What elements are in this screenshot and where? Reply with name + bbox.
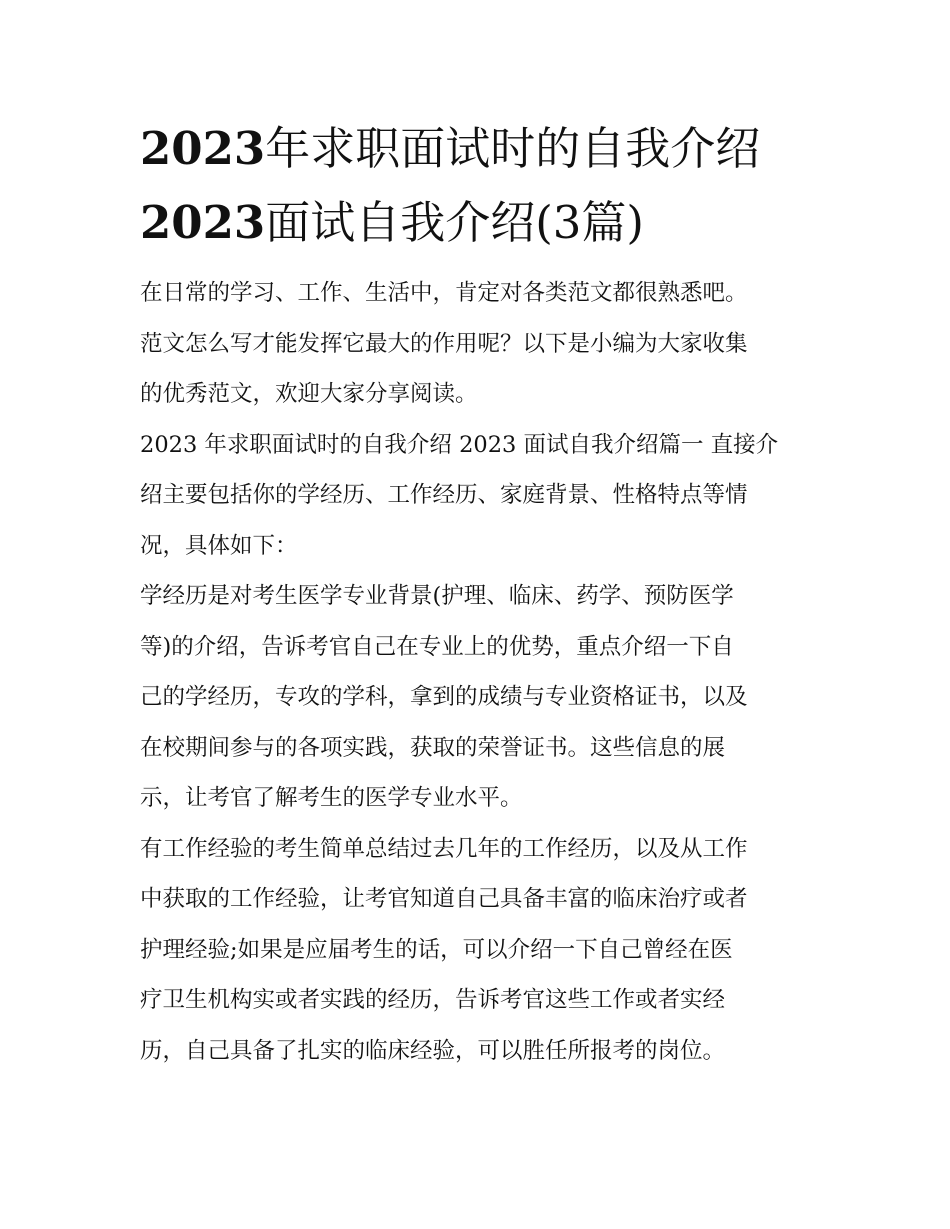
paragraph-part-one	[140, 420, 812, 572]
text-line: 历，自己具备了扎实的临床经验，可以胜任所报考的岗位。	[140, 1037, 726, 1064]
text-line: 在校期间参与的各项实践，获取的荣誉证书。这些信息的展	[140, 734, 726, 761]
title-text: 年求职面试时的自我介绍	[265, 122, 761, 175]
paragraph-education	[140, 571, 812, 824]
text-line: 况，具体如下：	[140, 532, 298, 559]
title-line-2	[140, 186, 812, 260]
text-line: 在日常的学习、工作、生活中，肯定对各类范文都很熟悉吧。	[140, 280, 748, 306]
text-line: 2023 年求职面试时的自我介绍 2023 面试自我介绍篇一 直接介	[140, 431, 779, 458]
title-year: 2023	[140, 122, 266, 175]
text-line: 有工作经验的考生简单总结过去几年的工作经历，以及从工作	[140, 835, 748, 862]
text-line: 等)的介绍，告诉考官自己在专业上的优势，重点介绍一下自	[140, 633, 734, 660]
text-line: 己的学经历，专攻的学科，拿到的成绩与专业资格证书，以及	[140, 684, 748, 710]
text-line: 绍主要包括你的学经历、工作经历、家庭背景、性格特点等情	[140, 482, 748, 508]
document-page	[140, 112, 812, 1076]
document-title	[140, 112, 812, 260]
text-line: 范文怎么写才能发挥它最大的作用呢？以下是小编为大家收集	[140, 330, 748, 357]
text-line: 护理经验;如果是应届考生的话，可以介绍一下自己曾经在医	[140, 936, 733, 963]
text-line: 疗卫生机构实或者实践的经历，告诉考官这些工作或者实经	[140, 987, 726, 1013]
text-line: 学经历是对考生医学专业背景(护理、临床、药学、预防医学	[140, 583, 734, 609]
paragraph-work-experience	[140, 824, 812, 1077]
title-year: 2023	[140, 196, 266, 249]
text-line: 中获取的工作经验，让考官知道自己具备丰富的临床治疗或者	[140, 886, 748, 912]
title-line-1	[140, 112, 812, 186]
text-line: 示，让考官了解考生的医学专业水平。	[140, 785, 523, 811]
title-text: 面试自我介绍(3篇)	[265, 196, 644, 249]
text-line: 的优秀范文，欢迎大家分享阅读。	[140, 381, 478, 407]
paragraph-intro	[140, 268, 812, 420]
